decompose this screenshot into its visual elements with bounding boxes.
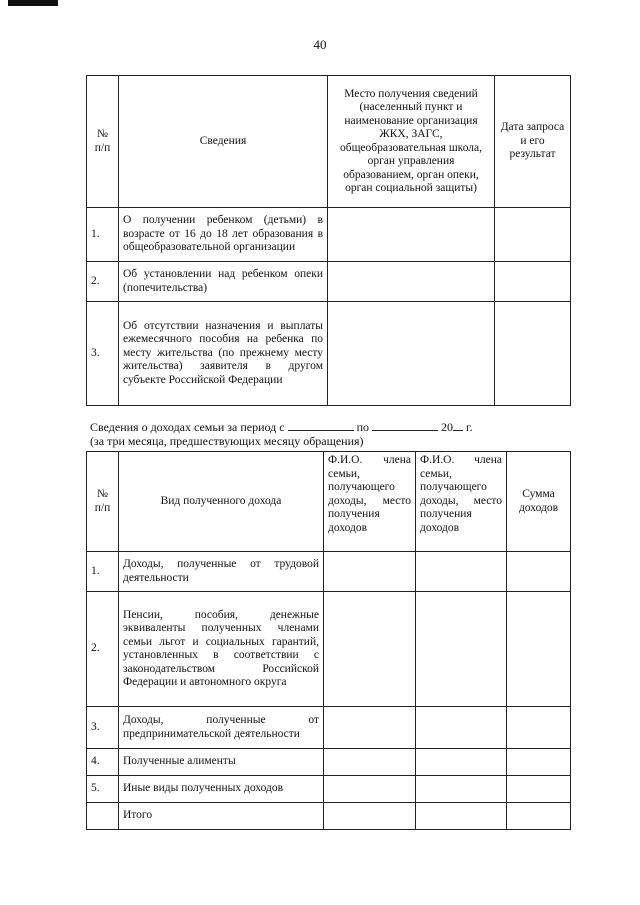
- row-text: Пенсии, пособия, денежные эквиваленты полученных членами семьи льгот и социальных гарантий, установленных в соответствии с законодательством Российской Федерации и автономного округа: [119, 592, 324, 707]
- page-number: 40: [313, 37, 327, 52]
- row-text: Иные виды полученных доходов: [119, 776, 324, 803]
- row-sum: [507, 552, 571, 592]
- caption-part4: г.: [466, 420, 473, 434]
- table-row: [87, 749, 571, 776]
- row-num: 3.: [87, 302, 119, 406]
- row-num: 2.: [87, 592, 119, 707]
- row-num: 3.: [87, 707, 119, 749]
- caption-part2: по: [356, 420, 370, 434]
- header-member1: Ф.И.О. члена семьи, получающего доходы, место получения доходов: [324, 452, 416, 552]
- row-text: Доходы, полученные от предпринимательской деятельности: [119, 707, 324, 749]
- verification-table: [86, 75, 571, 406]
- row-text: О получении ребенком (детьми) в возрасте от 16 до 18 лет образования в общеобразовательной организации: [119, 208, 328, 262]
- period-to-blank: [372, 419, 438, 431]
- header-date: Дата запроса и его результат: [495, 76, 571, 208]
- header-type: Вид полученного дохода: [119, 452, 324, 552]
- table-row: [87, 592, 571, 707]
- row-text: Полученные алименты: [119, 749, 324, 776]
- row-sum: [507, 776, 571, 803]
- row-member2: [416, 552, 507, 592]
- year-blank: [453, 419, 463, 431]
- row-sum: [507, 803, 571, 830]
- row-member2: [416, 803, 507, 830]
- row-sum: [507, 749, 571, 776]
- header-num: № п/п: [87, 452, 119, 552]
- table-total-row: [87, 803, 571, 830]
- row-member1: [324, 749, 416, 776]
- row-member1: [324, 707, 416, 749]
- table-row: [87, 208, 571, 262]
- caption-part3: 20: [441, 420, 454, 434]
- header-member2: Ф.И.О. члена семьи, получающего доходы, место получения доходов: [416, 452, 507, 552]
- table-header-row: [87, 76, 571, 208]
- period-from-blank: [288, 419, 354, 431]
- row-member1: [324, 776, 416, 803]
- table-header-row: [87, 452, 571, 552]
- income-caption-line1: [90, 419, 473, 434]
- header-sum: Сумма доходов: [507, 452, 571, 552]
- row-place: [328, 302, 495, 406]
- top-edge-bar: [8, 0, 58, 6]
- row-place: [328, 208, 495, 262]
- row-member2: [416, 592, 507, 707]
- row-member1: [324, 592, 416, 707]
- row-place: [328, 262, 495, 302]
- row-member1: [324, 552, 416, 592]
- table-row: [87, 552, 571, 592]
- row-member2: [416, 707, 507, 749]
- row-sum: [507, 707, 571, 749]
- row-num: 4.: [87, 749, 119, 776]
- row-member1: [324, 803, 416, 830]
- row-member2: [416, 749, 507, 776]
- row-text: Итого: [119, 803, 324, 830]
- row-num: 1.: [87, 552, 119, 592]
- row-text: Об отсутствии назначения и выплаты ежемесячного пособия на ребенка по месту жительства (по прежнему месту жительства) заявителя в другом субъекте Российской Федерации: [119, 302, 328, 406]
- table-row: [87, 302, 571, 406]
- row-text: Об установлении над ребенком опеки (попечительства): [119, 262, 328, 302]
- income-table: [86, 451, 571, 830]
- income-caption-line2: (за три месяца, предшествующих месяцу обращения): [90, 434, 364, 448]
- row-date: [495, 208, 571, 262]
- caption-part1: Сведения о доходах семьи за период с: [90, 420, 285, 434]
- row-num: 1.: [87, 208, 119, 262]
- table-row: [87, 707, 571, 749]
- row-num: [87, 803, 119, 830]
- header-place: Место получения сведений (населенный пункт и наименование организация ЖКХ, ЗАГС, общеобразовательная школа, орган управления образованием, орган опеки, орган социальной защиты): [328, 76, 495, 208]
- table-row: [87, 262, 571, 302]
- table-row: [87, 776, 571, 803]
- row-sum: [507, 592, 571, 707]
- row-date: [495, 262, 571, 302]
- row-date: [495, 302, 571, 406]
- row-text: Доходы, полученные от трудовой деятельности: [119, 552, 324, 592]
- row-num: 2.: [87, 262, 119, 302]
- row-num: 5.: [87, 776, 119, 803]
- header-info: Сведения: [119, 76, 328, 208]
- row-member2: [416, 776, 507, 803]
- header-num: № п/п: [87, 76, 119, 208]
